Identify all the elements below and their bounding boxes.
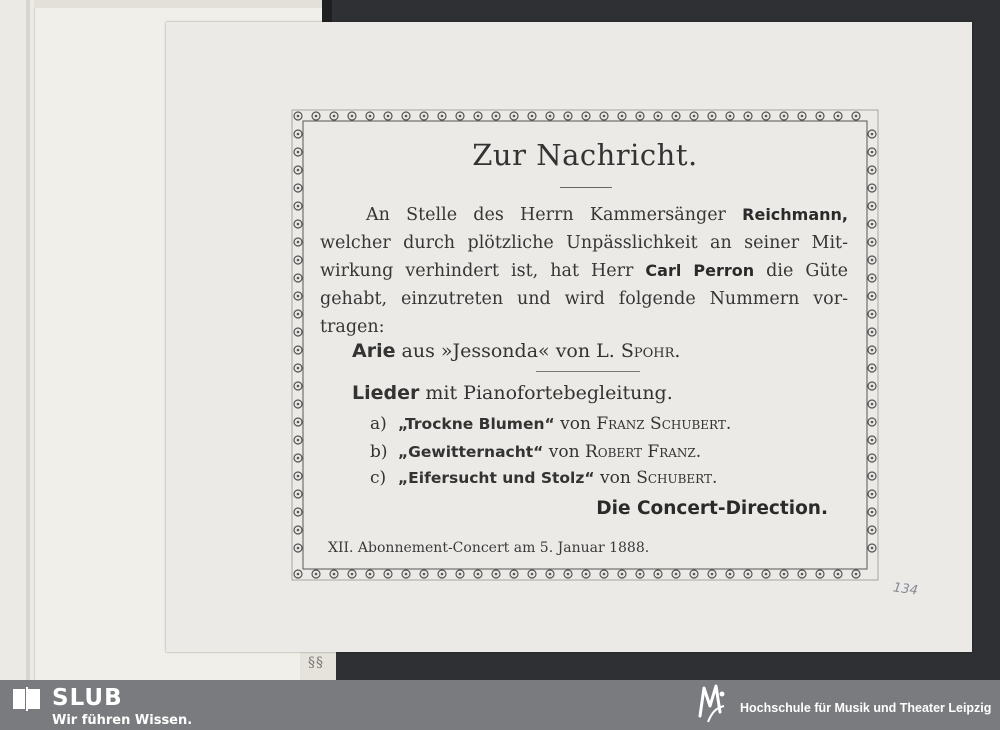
ornament-fragment: §§ [300, 650, 336, 681]
song-title: „Gewitternacht“ [398, 443, 544, 461]
song-item [370, 442, 701, 462]
page-edge [26, 0, 30, 680]
song-by: von [554, 414, 597, 434]
song-label: b) [370, 442, 388, 462]
signature: Die Concert-Direction. [596, 498, 828, 519]
lieder-line [352, 382, 673, 404]
arie-composer: Spohr. [620, 340, 681, 362]
song-label: c) [370, 468, 387, 488]
concert-footer: XII. Abonnement-Concert am 5. Januar 1888. [328, 540, 650, 556]
song-title: „Trockne Blumen“ [398, 415, 555, 433]
singer-name-perron: Carl Perron [645, 261, 755, 280]
para-text-a: An Stelle des Herrn Kammersänger [366, 205, 743, 225]
song-item [370, 468, 717, 488]
para-text-b: welcher durch plötzliche Unpässlichkeit an seiner Mit- wirkung verhindert ist, hat Herr [320, 233, 848, 281]
section-divider [536, 371, 640, 372]
song-composer: Schubert. [636, 468, 718, 488]
handwritten-page-number: 134 [892, 580, 919, 599]
arie-word: Arie [352, 340, 396, 362]
notice-title: Zur Nachricht. [472, 138, 698, 172]
lieder-word: Lieder [352, 382, 420, 404]
slub-book-icon[interactable] [12, 686, 42, 712]
song-by: von [594, 468, 637, 488]
song-composer: Robert Franz. [584, 442, 702, 462]
notice-content [290, 108, 880, 582]
title-divider [560, 187, 612, 188]
para-text-c: die Güte gehabt, einzutreten und wird folgende Nummern vor- tragen: [320, 261, 848, 337]
song-composer: Franz Schubert. [596, 414, 732, 434]
arie-line [352, 340, 680, 362]
hmt-name[interactable]: Hochschule für Musik und Theater Leipzig [740, 701, 992, 715]
slub-slogan: Wir führen Wissen. [52, 713, 193, 728]
song-item [370, 414, 731, 434]
lieder-text: mit Pianofortebegleitung. [419, 382, 673, 404]
slub-name[interactable]: SLUB [52, 685, 123, 711]
arie-text: aus »Jessonda« von L. [395, 340, 621, 362]
ornamental-frame [290, 108, 880, 582]
bottom-banner [0, 680, 1000, 730]
notice-paragraph [320, 201, 848, 341]
song-title: „Eifersucht und Stolz“ [398, 469, 595, 487]
singer-name-reichmann: Reichmann, [742, 205, 848, 224]
hmt-logo-icon[interactable] [694, 682, 730, 726]
song-by: von [543, 442, 585, 462]
song-label: a) [370, 414, 387, 434]
